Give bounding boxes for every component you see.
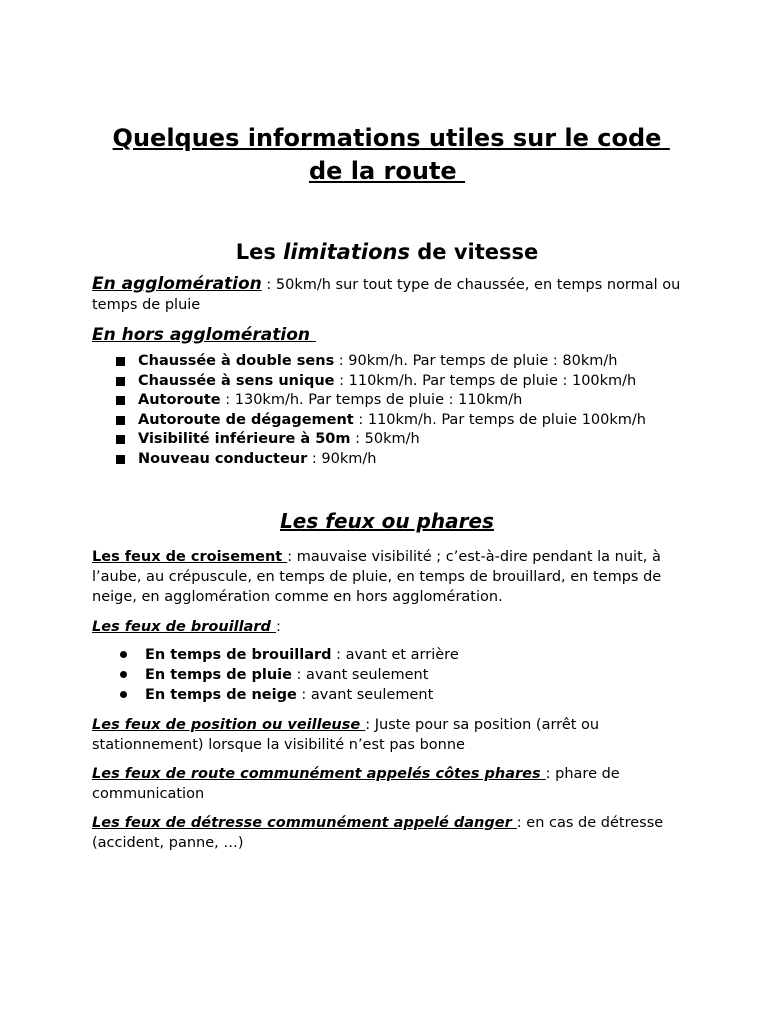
- item-text: : avant seulement: [291, 667, 429, 683]
- list-item: [145, 665, 682, 685]
- position-label: Les feux de position ou veilleuse: [92, 717, 366, 733]
- square-bullet-icon: [116, 416, 125, 425]
- square-bullet-icon: [116, 396, 125, 405]
- list-item: [145, 645, 682, 665]
- croisement-text: : mauvaise visibilité ; c’est-à-dire pendant la nuit, à l’aube, au crépuscule, en temps de pluie, en temps de brouillard, en temps de neige, en agglomération comme en hors agglomération.: [92, 549, 662, 605]
- agglomeration-label: En agglomération: [92, 274, 262, 294]
- item-text: : 110km/h. Par temps de pluie 100km/h: [353, 411, 646, 428]
- item-label: Nouveau conducteur: [138, 450, 308, 467]
- document-title: Quelques informations utiles sur le code de la route: [112, 124, 670, 185]
- route-label: Les feux de route communément appelés côtes phares: [92, 766, 546, 782]
- list-item: [145, 685, 682, 705]
- item-text: : 90km/h: [307, 450, 377, 467]
- section-heading-lights: Les feux ou phares: [280, 509, 494, 533]
- item-text: : 50km/h: [350, 431, 420, 447]
- item-label: En temps de pluie: [145, 667, 292, 683]
- item-text: : 110km/h. Par temps de pluie : 100km/h: [334, 372, 637, 389]
- brouillard-label: Les feux de brouillard: [92, 619, 276, 635]
- list-item: [138, 450, 682, 470]
- round-bullet-icon: [120, 671, 127, 678]
- square-bullet-icon: [116, 435, 125, 444]
- round-bullet-icon: [120, 691, 127, 698]
- paragraph-position: [92, 715, 682, 755]
- list-item: [138, 372, 682, 392]
- heading-italic: limitations: [283, 240, 410, 264]
- item-label: En temps de neige: [145, 687, 297, 703]
- agglomeration-text: : 50km/h sur tout type de chaussée, en temps normal ou temps de pluie: [92, 277, 681, 313]
- item-text: : 90km/h. Par temps de pluie : 80km/h: [334, 353, 618, 369]
- square-bullet-icon: [116, 357, 125, 366]
- item-text: : avant et arrière: [331, 647, 459, 663]
- item-text: : 130km/h. Par temps de pluie : 110km/h: [220, 392, 523, 408]
- detresse-label: Les feux de détresse communément appelé danger: [92, 815, 517, 831]
- brouillard-text: :: [275, 619, 281, 635]
- item-label: Chaussée à sens unique: [138, 372, 335, 389]
- paragraph-agglomeration: [92, 274, 682, 315]
- paragraph-hors-agglomeration: [92, 325, 682, 346]
- paragraph-route: [92, 764, 682, 804]
- speed-limit-list: [92, 352, 682, 469]
- position-text: : Juste pour sa position (arrêt ou stationnement) lorsque la visibilité n’est pas bonne: [92, 717, 600, 753]
- item-label: Visibilité inférieure à 50m: [138, 431, 351, 447]
- item-label: En temps de brouillard: [145, 647, 332, 663]
- square-bullet-icon: [116, 377, 125, 386]
- section-heading-speed-limits: [92, 238, 682, 266]
- item-label: Autoroute de dégagement: [138, 411, 354, 428]
- heading-pre: Les: [235, 240, 284, 264]
- list-item: [138, 352, 682, 372]
- list-item: [138, 411, 682, 431]
- round-bullet-icon: [120, 651, 127, 658]
- item-text: : avant seulement: [296, 687, 434, 703]
- item-label: Autoroute: [138, 392, 221, 408]
- list-item: [138, 391, 682, 411]
- heading-post: de vitesse: [409, 240, 539, 264]
- document-page: [92, 122, 682, 853]
- croisement-label: Les feux de croisement: [92, 549, 288, 565]
- paragraph-detresse: [92, 813, 682, 853]
- list-item: [138, 430, 682, 450]
- fog-light-list: [92, 645, 682, 705]
- hors-agglomeration-label: En hors agglomération: [92, 325, 316, 345]
- route-text: : phare de communication: [92, 766, 620, 802]
- detresse-text: : en cas de détresse (accident, panne, …): [92, 815, 664, 851]
- paragraph-croisement: [92, 547, 682, 607]
- paragraph-brouillard: [92, 617, 682, 637]
- item-label: Chaussée à double sens: [138, 353, 335, 369]
- square-bullet-icon: [116, 455, 125, 464]
